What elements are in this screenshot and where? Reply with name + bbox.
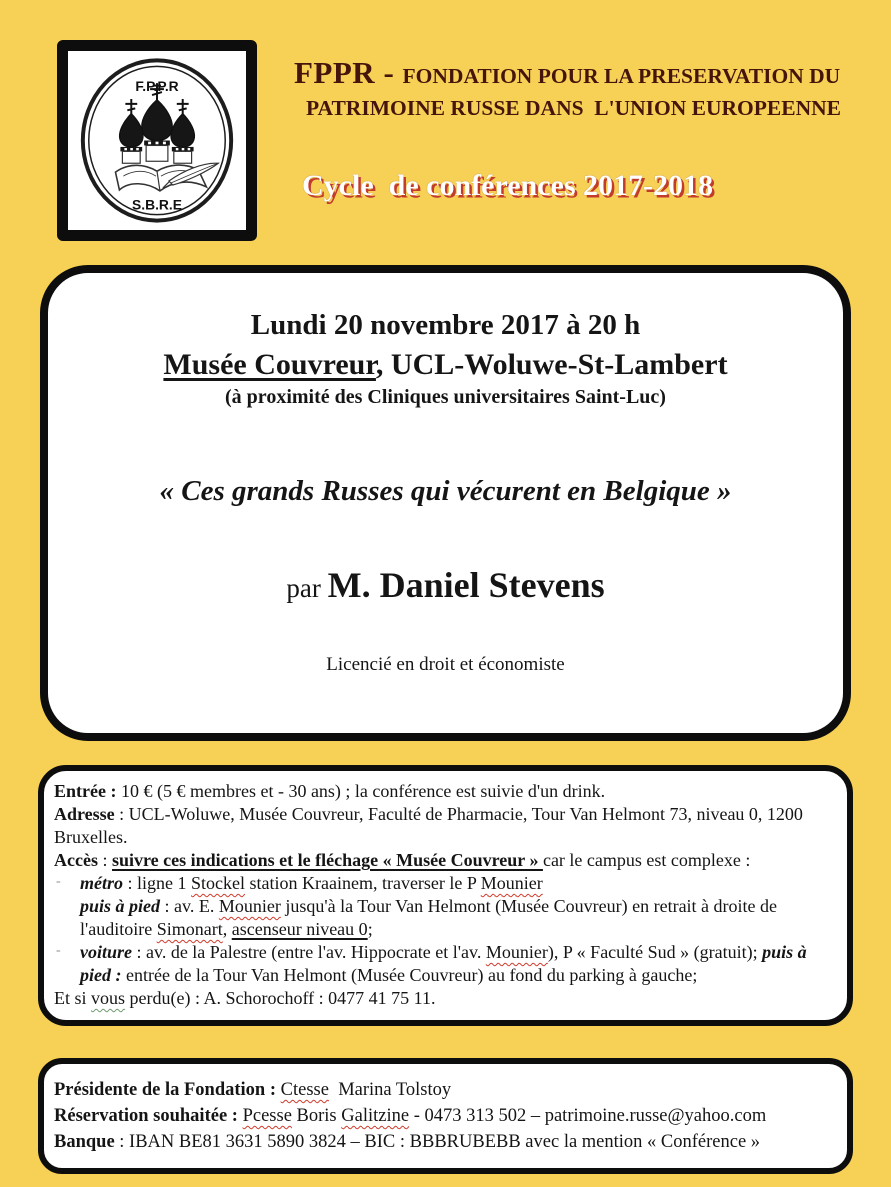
text-run: - 0473 313 502 – patrimoine.russe@yahoo.com [409, 1106, 767, 1126]
venue-name: Musée Couvreur [163, 348, 376, 381]
speaker-name: M. Daniel Stevens [327, 565, 605, 605]
text-run: : ligne 1 [123, 873, 191, 893]
text-run: Présidente de la Fondation : [54, 1080, 281, 1100]
contact-line [54, 1129, 837, 1155]
text-run: : IBAN BE81 3631 5890 3824 – BIC : BBBRUBEBB avec la mention « Conférence » [114, 1132, 761, 1152]
text-run: Ctesse [280, 1080, 329, 1100]
org-abbrev: FPPR - [294, 55, 403, 90]
info-line [54, 987, 837, 1010]
text-run: Stockel [191, 873, 245, 893]
three-onion-domes-icon [120, 83, 195, 163]
cycle-title: Cycle de conférences 2017-2018 [302, 169, 714, 202]
text-run: car le campus est complexe : [542, 850, 751, 870]
text-run: Mounier [485, 942, 548, 962]
logo-bottom-label: S.B.R.E [132, 196, 182, 213]
text-run: ascenseur niveau 0 [231, 919, 368, 939]
text-run: Marina Tolstoy [328, 1080, 452, 1100]
info-line [54, 941, 837, 987]
info-line [54, 803, 837, 849]
text-run: , [222, 919, 232, 939]
fppr-emblem [68, 51, 246, 230]
info-line [54, 895, 837, 941]
text-run: Pcesse [242, 1106, 292, 1126]
text-run: : av. E. [160, 896, 219, 916]
fppr-logo-box [57, 40, 257, 241]
org-name-line2: PATRIMOINE RUSSE DANS L'UNION EUROPEENNE [306, 96, 841, 120]
venue-rest: , UCL-Woluwe-St-Lambert [375, 348, 728, 381]
text-run: Adresse [54, 804, 115, 824]
text-run: Mounier [218, 896, 281, 916]
event-venue [48, 348, 843, 382]
text-run: 10 € (5 € membres et - 30 ans) ; la conférence est suivie d'un drink. [120, 781, 606, 801]
bullet-marker: - [56, 874, 61, 889]
text-run: ), P « Faculté Sud » (gratuit); [547, 942, 763, 962]
text-run: puis à pied : [80, 942, 812, 985]
text-run: Banque [54, 1132, 115, 1152]
text-run: Accès [54, 850, 98, 870]
contact-box [38, 1058, 853, 1174]
contact-line [54, 1077, 837, 1103]
speaker-credentials: Licencié en droit et économiste [326, 654, 565, 675]
text-run: voiture [80, 942, 132, 962]
text-run: : av. de la Palestre (entre l'av. Hippocrate et l'av. [132, 942, 486, 962]
text-run: jusqu'à la Tour Van Helmont (Musée Couvreur) en retrait à droite de l'auditoire [80, 896, 782, 939]
text-run: Simonart [156, 919, 223, 939]
text-run: entrée de la Tour Van Helmont (Musée Couvreur) au fond du parking à gauche; [121, 965, 698, 985]
text-run: : [97, 850, 112, 870]
info-line [54, 849, 837, 872]
text-run: perdu(e) : A. Schorochoff : 0477 41 75 11. [125, 988, 436, 1008]
bullet-marker: - [56, 943, 61, 958]
event-box [40, 265, 851, 741]
text-run: Galitzine [341, 1106, 410, 1126]
text-run: puis à pied [80, 896, 161, 916]
info-line [54, 872, 837, 895]
speaker-prefix: par [286, 573, 328, 603]
open-book-quill-icon [115, 163, 218, 191]
text-run: station Kraainem, traverser le P [245, 873, 481, 893]
org-name-line1 [294, 55, 860, 91]
text-run: Réservation souhaitée : [54, 1106, 243, 1126]
text-run: métro [80, 873, 123, 893]
text-run: Boris [291, 1106, 342, 1126]
speaker-line [48, 564, 843, 606]
info-line [54, 780, 837, 803]
event-date: Lundi 20 novembre 2017 à 20 h [250, 309, 641, 341]
text-run: Mounier [480, 873, 543, 893]
talk-title: « Ces grands Russes qui vécurent en Belgique » [159, 475, 732, 507]
text-run: vous [91, 988, 126, 1008]
org-name-rest: FONDATION POUR LA PRESERVATION DU [402, 64, 841, 88]
text-run: Entrée : [54, 781, 121, 801]
text-run: ; [367, 919, 373, 939]
logo-top-label: F.P.P.R [135, 78, 179, 95]
text-run: suivre ces indications et le fléchage « Musée Couvreur » [112, 850, 543, 870]
text-run: : UCL-Woluwe, Musée Couvreur, Faculté de Pharmacie, Tour Van Helmont 73, niveau 0, 1200 Bruxelles. [54, 804, 808, 847]
proximity-note: (à proximité des Cliniques universitaires Saint-Luc) [225, 386, 666, 408]
text-run: Et si [54, 988, 92, 1008]
contact-line [54, 1103, 837, 1129]
header [294, 55, 860, 203]
practical-info-box [38, 765, 853, 1026]
